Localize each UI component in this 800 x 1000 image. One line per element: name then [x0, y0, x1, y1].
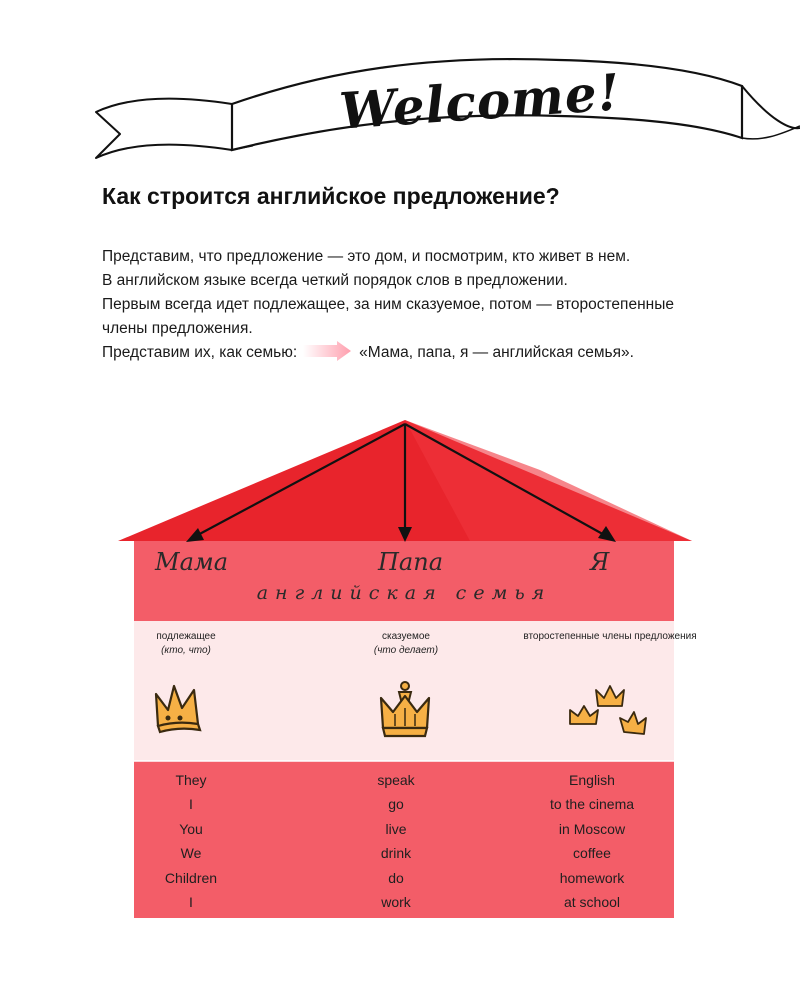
predicate-word: live — [385, 820, 407, 837]
crown-icon — [150, 680, 210, 740]
secondary-word: in Moscow — [558, 820, 626, 837]
crown-icon — [375, 678, 435, 740]
predicate-word: go — [388, 796, 404, 813]
secondary-word: English — [569, 772, 615, 788]
intro-paragraph-4-start: Представим их, как семью: — [102, 344, 298, 361]
role-question: (что делает) — [373, 645, 439, 656]
role-question: (кто, что) — [161, 645, 211, 656]
secondary-column — [512, 768, 672, 914]
role-name: второстепенные члены предложения — [523, 631, 697, 642]
banner-title: Welcome! — [337, 62, 623, 141]
subject-column — [111, 768, 271, 914]
subject-word: You — [179, 820, 203, 837]
role-name: подлежащее — [156, 631, 216, 642]
predicate-word: do — [388, 869, 404, 886]
member-papa: Папа — [378, 548, 444, 576]
secondary-word: at school — [563, 894, 621, 911]
role-subject — [96, 630, 276, 658]
intro-paragraph-3: Первым всегда идет подлежащее, за ним сказуемое, потом — второстепенные члены предложения. — [102, 296, 674, 337]
predicate-word: speak — [377, 772, 415, 788]
subject-word: We — [180, 845, 202, 862]
family-label: английская семья — [256, 582, 552, 604]
predicate-word: drink — [380, 845, 412, 862]
subject-word: Children — [164, 869, 218, 886]
predicate-word: work — [381, 894, 411, 911]
subject-word: They — [175, 772, 207, 788]
secondary-word: to the cinema — [549, 796, 635, 813]
role-predicate — [316, 630, 496, 658]
member-ya: Я — [590, 548, 610, 576]
member-mama: Мама — [155, 548, 229, 576]
intro-paragraph-2: В английском языке всегда четкий порядок слов в предложении. — [102, 272, 568, 289]
role-secondary — [510, 630, 710, 644]
page-title: Как строится английское предложение? — [102, 183, 560, 209]
secondary-word: homework — [559, 869, 625, 886]
role-name: сказуемое — [382, 631, 430, 642]
intro-paragraph-1: Представим, что предложение — это дом, и посмотрим, кто живет в нем. — [102, 248, 631, 265]
subject-word: I — [189, 796, 193, 813]
subject-word: I — [189, 894, 193, 911]
small-crowns-icon — [566, 684, 656, 744]
predicate-column — [316, 768, 476, 914]
secondary-word: coffee — [573, 845, 611, 862]
intro-paragraph-4-end: «Мама, папа, я — английская семья». — [359, 344, 634, 361]
